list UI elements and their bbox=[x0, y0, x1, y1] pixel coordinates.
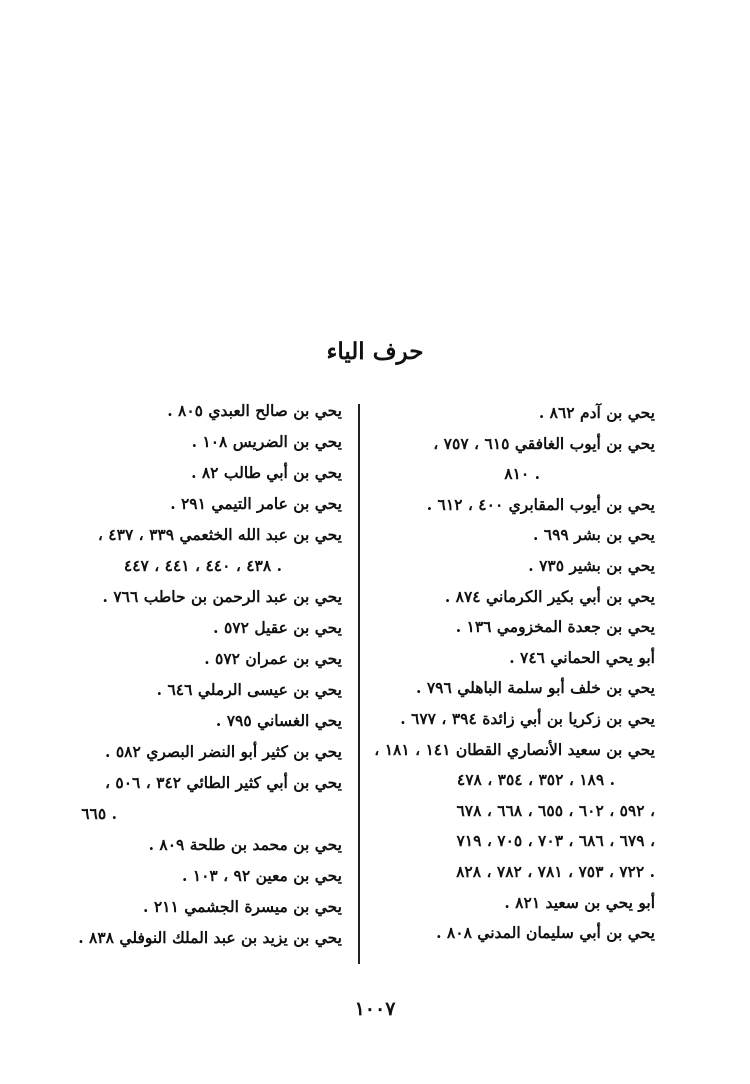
index-entry-continuation: ٤٣٨ ، ٤٤٠ ، ٤٤١ ، ٤٤٧ . bbox=[123, 556, 282, 575]
column-divider bbox=[358, 404, 360, 964]
index-entry: يحي بن زكريا بن أبي زائدة ٣٩٤ ، ٦٧٧ . bbox=[400, 708, 655, 728]
index-column-left bbox=[52, 395, 342, 953]
section-heading: حرف الياء bbox=[326, 338, 424, 365]
index-entry: يحي الغساني ٧٩٥ . bbox=[215, 711, 342, 730]
index-entry: أبو يحي بن سعيد ٨٢١ . bbox=[504, 892, 655, 912]
index-entry-continuation: ٧٢٢ ، ٧٥٣ ، ٧٨١ ، ٧٨٢ ، ٨٢٨ . bbox=[456, 861, 655, 881]
index-entry-continuation: ٨١٠ . bbox=[504, 464, 540, 484]
index-entry: يحي بن صالح العبدي ٨٠٥ . bbox=[167, 401, 342, 420]
index-entry: يحي بن معين ٩٢ ، ١٠٣ . bbox=[181, 866, 342, 885]
index-entry: يحي بن عامر التيمي ٢٩١ . bbox=[170, 494, 342, 513]
index-entry: يحي بن أبي طالب ٨٢ . bbox=[191, 463, 342, 482]
index-entry: يحي بن أيوب الغافقي ٦١٥ ، ٧٥٧ ، bbox=[433, 433, 655, 453]
index-entry: يحي بن عيسى الرملي ٦٤٦ . bbox=[156, 680, 342, 699]
index-entry-continuation: ٥٩٢ ، ٦٠٢ ، ٦٥٥ ، ٦٦٨ ، ٦٧٨ ، bbox=[456, 800, 655, 820]
index-entry: يحي بن أيوب المقابري ٤٠٠ ، ٦١٢ . bbox=[426, 494, 655, 514]
index-entry-continuation: ٦٧٩ ، ٦٨٦ ، ٧٠٣ ، ٧٠٥ ، ٧١٩ ، bbox=[456, 831, 655, 851]
index-entry: يحي بن أبي سليمان المدني ٨٠٨ . bbox=[436, 923, 655, 943]
page-number: ١٠٠٧ bbox=[354, 998, 396, 1020]
index-entry: يحي بن الضريس ١٠٨ . bbox=[191, 432, 342, 451]
index-entry-continuation: ١٨٩ ، ٣٥٢ ، ٣٥٤ ، ٤٧٨ . bbox=[456, 770, 615, 790]
index-entry: يحي بن آدم ٨٦٢ . bbox=[538, 403, 655, 422]
index-entry: يحي بن عبد الرحمن بن حاطب ٧٦٦ . bbox=[102, 587, 342, 606]
index-entry: يحي بن محمد بن طلحة ٨٠٩ . bbox=[148, 835, 342, 854]
index-entry: يحي بن بشر ٦٩٩ . bbox=[532, 525, 655, 545]
index-column-right bbox=[365, 398, 655, 949]
index-entry: يحي بن ميسرة الجشمي ٢١١ . bbox=[143, 897, 342, 916]
index-entry: يحي بن عمران ٥٧٢ . bbox=[204, 649, 342, 668]
index-entry: يحي بن يزيد بن عبد الملك النوفلي ٨٣٨ . bbox=[78, 928, 342, 947]
index-entry: يحي بن خلف أبو سلمة الباهلي ٧٩٦ . bbox=[416, 678, 655, 698]
index-entry: يحي بن سعيد الأنصاري القطان ١٤١ ، ١٨١ ، bbox=[374, 739, 655, 759]
index-entry: يحي بن عقيل ٥٧٢ . bbox=[213, 618, 342, 637]
index-entry: يحي بن كثير أبو النضر البصري ٥٨٢ . bbox=[105, 742, 342, 761]
index-entry: يحي بن أبي بكير الكرماني ٨٧٤ . bbox=[444, 586, 655, 606]
index-entry: يحي بن جعدة المخزومي ١٣٦ . bbox=[455, 617, 655, 637]
index-entry: يحي بن بشير ٧٣٥ . bbox=[528, 555, 655, 575]
index-entry: يحي بن أبي كثير الطائي ٣٤٢ ، ٥٠٦ ، bbox=[104, 773, 342, 792]
index-entry-continuation: ٦٦٥ . bbox=[81, 804, 117, 823]
index-entry: يحي بن عبد الله الخثعمي ٣٣٩ ، ٤٣٧ ، bbox=[97, 525, 342, 544]
index-entry: أبو يحي الحماني ٧٤٦ . bbox=[509, 647, 655, 667]
